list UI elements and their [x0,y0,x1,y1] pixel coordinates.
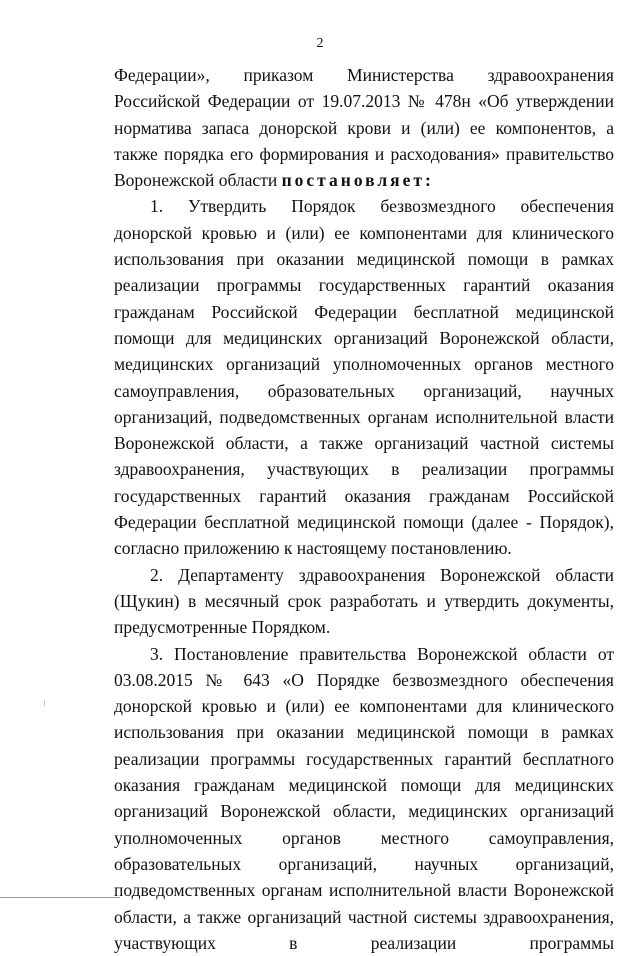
document-body [114,62,614,956]
footnote-rule [0,897,120,898]
paragraph-item-1: 1. Утвердить Порядок безвозмездного обеспечения донорской кровью и (или) ее компонентами для клинического использования при оказании медицинской помощи в рамках реализации программы государственных гарантий оказания гражданам Российской Федерации бесплатной медицинской помощи для медицинских организаций Воронежской области, медицинских организаций уполномоченных органов местного самоуправления, образовательных организаций, научных организаций, подведомственных органам исполнительной власти Воронежской области, а также организаций частной системы здравоохранения, участвующих в реализации программы государственных гарантий оказания гражданам Российской Федерации бесплатной медицинской помощи (далее - Порядок), согласно приложению к настоящему постановлению. [114,196,614,559]
paragraph-item-3: 3. Постановление правительства Воронежской области от 03.08.2015 № 643 «О Порядке безвозмездного обеспечения донорской кровью и (или) ее компонентами для клинического использования при оказании медицинской помощи в рамках реализации программы государственных гарантий бесплатного оказания гражданам медицинской помощи для медицинских организаций Воронежской области, медицинских организаций уполномоченных органов местного самоуправления, образовательных организаций, научных организаций, подведомственных органам исполнительной власти Воронежской области, а также организаций частной системы здравоохранения, участвующих в реализации программы [114,643,614,953]
resolution-keyword: постановляет: [281,170,434,191]
page-number: 2 [316,36,324,51]
paragraph-item-2: 2. Департаменту здравоохранения Воронежской области (Щукин) в месячный срок разработать и утвердить документы, предусмотренные Порядком. [114,564,614,638]
paragraph-preamble [114,62,614,193]
preamble-text: Федерации», приказом Министерства здравоохранения Российской Федерации от 19.07.2013 № 478н «Об утверждении норматива запаса донорской крови и (или) ее компонентов, а также порядка его формирования и расходования» правительство Воронежской области [114,65,614,191]
scan-margin-mark [44,700,45,706]
